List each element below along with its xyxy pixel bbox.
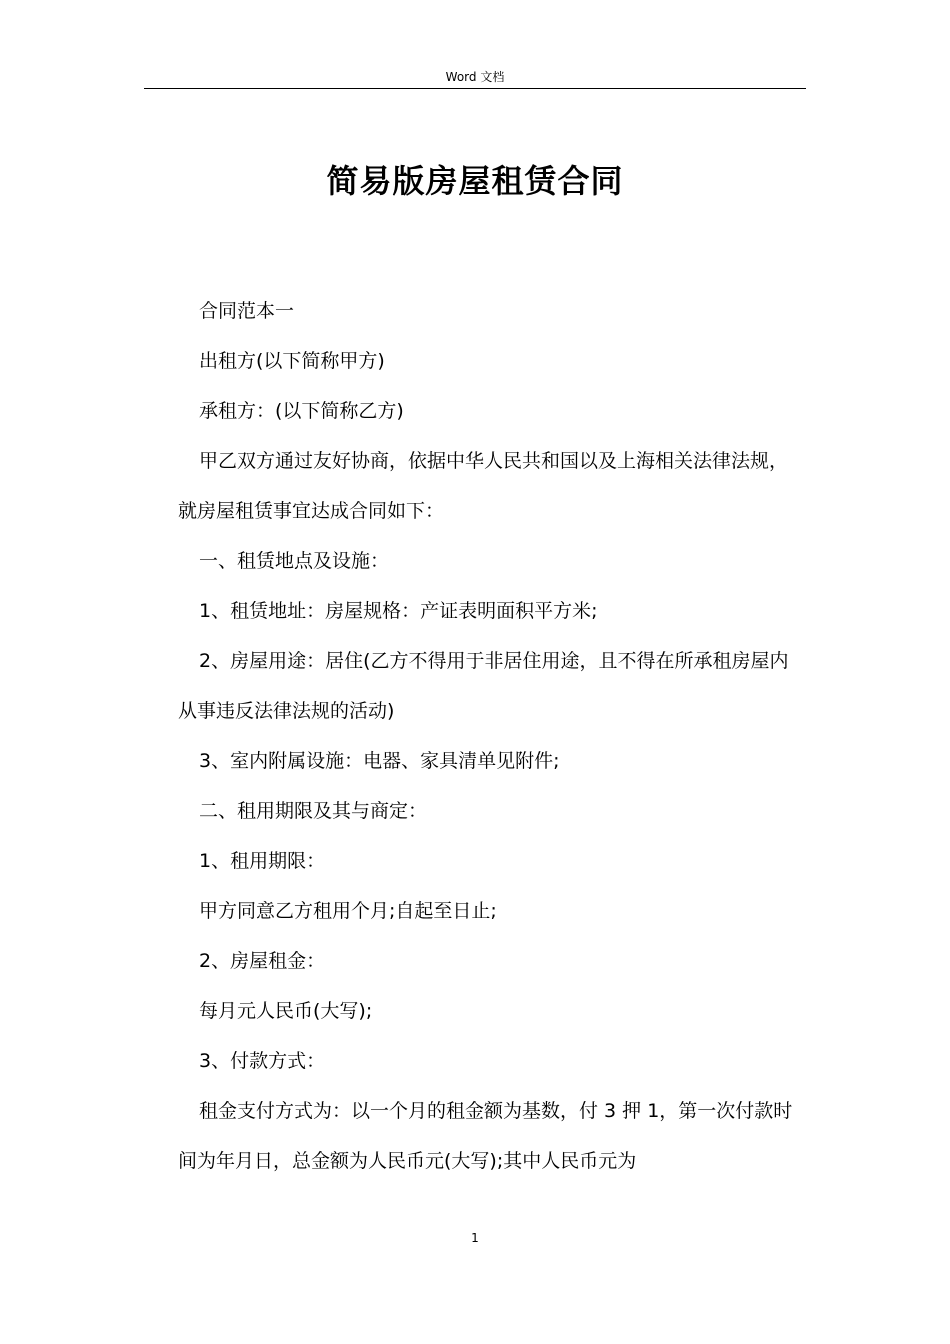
paragraph: 一、租赁地点及设施： xyxy=(199,550,390,572)
page-header: Word 文档 xyxy=(445,70,505,84)
paragraph: 二、租用期限及其与商定： xyxy=(199,800,428,822)
paragraph: 3、室内附属设施：电器、家具清单见附件; xyxy=(199,750,560,772)
paragraph: 1、租赁地址：房屋规格：产证表明面积平方米; xyxy=(199,600,598,622)
document-title: 简易版房屋租赁合同 xyxy=(326,162,624,200)
paragraph: 2、房屋用途：居住(乙方不得用于非居住用途，且不得在所承租房屋内从事违反法律法规的活动) xyxy=(178,650,789,722)
paragraph: 租金支付方式为：以一个月的租金额为基数，付 3 押 1，第一次付款时间为年月日，总金额为人民币元(大写);其中人民币元为 xyxy=(178,1100,793,1172)
page-number: 1 xyxy=(471,1231,479,1245)
paragraph: 3、付款方式： xyxy=(199,1050,326,1072)
paragraph: 合同范本一 xyxy=(199,300,295,322)
paragraph: 出租方(以下简称甲方) xyxy=(199,350,385,372)
paragraph: 每月元人民币(大写); xyxy=(199,1000,373,1022)
paragraph: 1、租用期限： xyxy=(199,850,326,872)
document-body xyxy=(178,286,806,1186)
header-divider xyxy=(144,88,806,89)
paragraph: 2、房屋租金： xyxy=(199,950,326,972)
paragraph: 承租方：(以下简称乙方) xyxy=(199,400,404,422)
paragraph: 甲方同意乙方租用个月;自起至日止; xyxy=(199,900,497,922)
paragraph: 甲乙双方通过友好协商，依据中华人民共和国以及上海相关法律法规，就房屋租赁事宜达成合同如下： xyxy=(178,450,789,522)
